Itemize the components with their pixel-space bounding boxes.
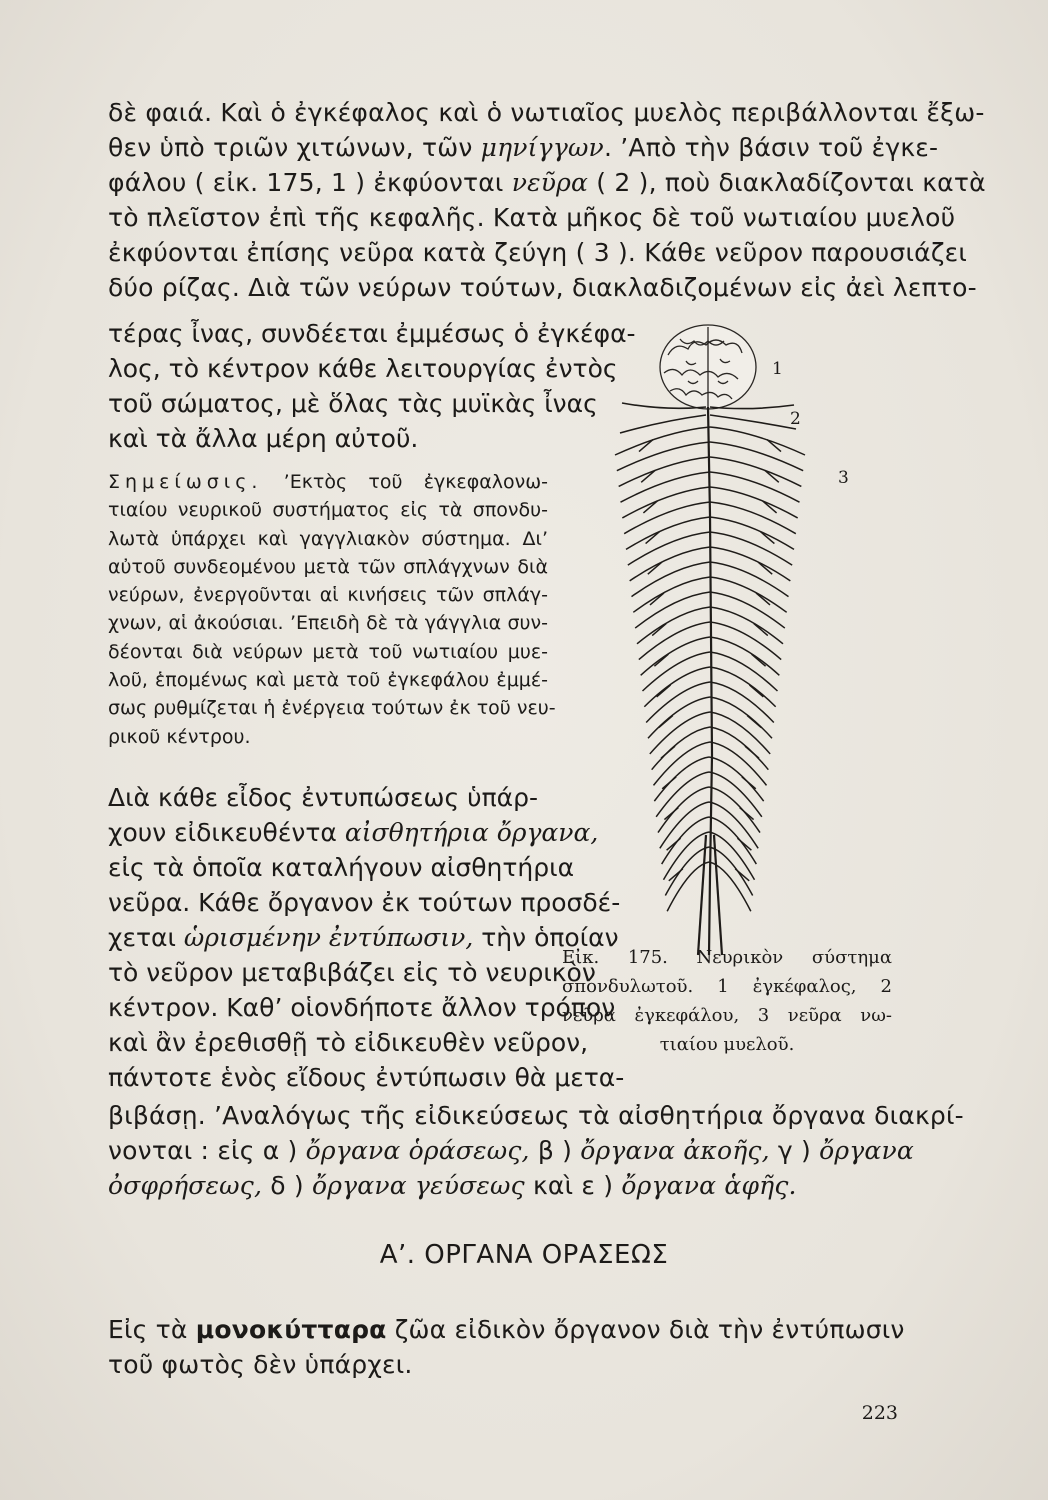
nerve-branch [661,746,675,758]
nerve-branch [662,777,676,789]
spinal-nerve-right-15 [710,652,778,691]
spinal-nerve-left-16 [644,667,710,707]
spinal-nerve-left-20 [652,727,710,770]
text-line: τὸ πλεῖστον ἐπὶ τῆς κεφαλῆς. Κατὰ μῆκος δὲ τοῦ νωτιαίου μυελοῦ [108,203,956,232]
text-line: βιβάσῃ. ’Αναλόγως τῆς εἰδικεύσεως τὰ αἰσθητήρια ὄργανα διακρί- [108,1101,964,1130]
nerve-branch [740,808,754,820]
spinal-nerve-left-27 [664,832,710,880]
text-line: Εἰς τὰ μονοκύτταρα ζῶα εἰδικὸν ὄργανον διὰ τὴν ἐντύπωσιν [108,1315,905,1344]
left-column-paragraph-1 [108,316,636,456]
spinal-nerve-left-23 [656,772,709,817]
text-line: τὸ νεῦρον μεταβιβάζει εἰς τὸ νευρικὸν [108,958,596,987]
nerve-branch [742,777,756,789]
text-line: δὲ φαιά. Καὶ ὁ ἐγκέφαλος καὶ ὁ νωτιαῖος μυελὸς περιβάλλονται ἔξω- [108,98,985,127]
term-monokyttara: μονοκύτταρα [195,1315,387,1344]
spinal-nerve-right-24 [709,787,760,833]
page-number: 223 [861,1402,898,1424]
nerve-branch [641,470,655,482]
spinal-nerve-left-18 [648,697,710,738]
spinal-nerve-right-0 [710,427,805,455]
section-heading: Α’. ΟΡΓΑΝΑ ΟΡΑΣΕΩΣ [379,1240,669,1270]
spinal-nerve-right-25 [709,802,758,848]
text-line: δέονται διὰ νεύρων μετὰ τοῦ νωτιαίου μυε- [108,640,548,663]
nerve-branch [639,440,653,452]
nerve-branch [765,470,779,482]
spinal-nerve-right-6 [710,517,794,549]
spinal-nerve-left-15 [643,652,711,691]
spinal-nerve-left-26 [662,817,709,864]
nervous-system-illustration [560,315,890,965]
spinal-nerve-right-16 [710,667,776,707]
text-line: τιαίου νευρικοῦ συστήματος εἰς τὰ σπονδυ- [108,499,548,522]
nerve-branch [657,685,671,697]
spinal-nerve-right-19 [710,712,770,754]
final-paragraph [108,1312,905,1382]
text-line: κέντρον. Καθ’ οἱονδήποτε ἄλλον τρόπον [108,993,616,1022]
spinal-nerve-right-22 [709,757,764,801]
spinal-cord [698,407,722,955]
text-line: πάντοτε ἑνὸς εἴδους ἐντύπωσιν θὰ μετα- [108,1063,625,1092]
text-line: χουν εἰδικευθέντα αἰσθητήρια ὄργανα, [108,818,599,847]
text-line: ὀσφρήσεως, δ ) ὄργανα γεύσεως καὶ ε ) ὄργανα ἁφῆς. [108,1171,797,1200]
text-line: εἰς τὰ ὁποῖα καταλήγουν αἰσθητήρια [108,853,575,882]
text-line: νονται : εἰς α ) ὄργανα ὁράσεως, β ) ὄργανα ἀκοῆς, γ ) ὄργανα [108,1136,914,1165]
text-line: φάλου ( εἰκ. 175, 1 ) ἐκφύονται νεῦρα ( 2 ), ποὺ διακλαδίζονται κατὰ [108,168,986,197]
caption-line: Εἰκ. 175. Νευρικὸν σύστημα [562,947,892,968]
nerve-branch [754,624,768,636]
spinal-nerve-left-24 [658,787,709,833]
term-meninges: μηνίγγων [480,133,604,162]
spinal-nerve-left-22 [654,757,709,801]
text-line: νεύρων, ἐνεργοῦνται αἱ κινήσεις τῶν σπλάγ- [108,584,548,607]
nervous-system-figure [560,315,890,965]
nerve-branch [749,685,763,697]
caption-line: τιαίου μυελοῦ. [659,1034,795,1055]
spinal-nerve-right-17 [710,682,774,722]
bottom-paragraph [108,1098,964,1203]
text-line: ἐκφύονται ἐπίσης νεῦρα κατὰ ζεύγη ( 3 ). Κάθε νεῦρον παρουσιάζει [108,238,967,267]
caption-line: νεῦρα ἐγκεφάλου, 3 νεῦρα νω- [562,1005,892,1026]
text-line: αὐτοῦ συνδεομένου μετὰ τῶν σπλάγχνων διὰ [108,555,548,578]
caption-line: σπονδυλωτοῦ. 1 ἐγκέφαλος, 2 [562,976,892,997]
nerve-branch [745,746,759,758]
spinal-nerve-right-18 [710,697,772,738]
figure-caption [562,943,892,1059]
nerve-branch [643,501,657,513]
text-line: καὶ τὰ ἄλλα μέρη αὐτοῦ. [108,424,419,453]
nerve-branch [737,838,751,850]
text-line: θεν ὑπὸ τριῶν χιτώνων, τῶν μηνίγγων. ’Απὸ τὴν βάσιν τοῦ ἐγκε- [108,133,939,162]
spinal-nerve-left-11 [635,592,710,628]
left-column-paragraph-2 [108,780,625,1095]
text-line: σως ρυθμίζεται ἡ ἐνέργεια τούτων ἐκ τοῦ νευ- [108,697,556,720]
spinal-nerve-left-25 [660,802,709,848]
nerve-branch [664,808,678,820]
text-line: καὶ ἂν ἐρεθισθῇ τὸ εἰδικευθὲν νεῦρον, [108,1028,589,1057]
note-paragraph [108,468,556,751]
nerve-branch [767,440,781,452]
text-line: Διὰ κάθε εἶδος ἐντυπώσεως ὑπάρ- [108,783,538,812]
text-line: τοῦ φωτὸς δὲν ὑπάρχει. [108,1350,413,1379]
spinal-nerve-left-1 [617,442,710,471]
spinal-nerve-right-12 [710,607,783,644]
spinal-nerve-right-21 [710,742,767,785]
text-line: νεῦρα. Κάθε ὄργανον ἐκ τούτων προσδέ- [108,888,621,917]
spinal-nerve-right-23 [709,772,762,817]
spinal-nerve-right-1 [710,442,803,471]
spinal-nerve-left-12 [637,607,710,644]
text-line: Σημείωσις. ’Εκτὸς τοῦ ἐγκεφαλονω- [108,471,548,493]
spinal-nerve-left-17 [646,682,710,722]
text-line: χνων, αἱ ἀκούσιαι. ’Επειδὴ δὲ τὰ γάγγλια συν- [108,612,548,635]
nerve-branch [752,654,766,666]
nerve-branch [652,624,666,636]
spinal-nerve-left-6 [626,517,710,549]
text-line: δύο ρίζας. Διὰ τῶν νεύρων τούτων, διακλαδιζομένων εἰς ἀεὶ λεπτο- [108,273,977,302]
spinal-nerve-left-21 [654,742,711,785]
text-line: χεται ὡρισμένην ἐντύπωσιν, τὴν ὁποίαν [108,923,619,952]
text-line: λοῦ, ἑπομένως καὶ μετὰ τοῦ ἐγκεφάλου ἐμμέ- [108,669,548,692]
note-lead: Σημείωσις. [108,471,263,493]
text-line: τέρας ἶνας, συνδέεται ἐμμέσως ὁ ἐγκέφα- [108,319,636,348]
figure-label-3: 3 [838,468,849,488]
intro-paragraph [108,95,986,305]
nerve-branch [747,716,761,728]
spinal-nerve-left-19 [650,712,710,754]
figure-label-1: 1 [772,359,783,379]
nerve-branch [659,716,673,728]
nerve-branch [654,654,668,666]
term-nevra: νεῦρα [511,168,589,197]
nerve-branch [667,838,681,850]
spinal-nerve-right-11 [710,592,785,628]
text-line: τοῦ σώματος, μὲ ὅλας τὰς μυϊκὰς ἶνας [108,389,598,418]
text-line: λος, τὸ κέντρον κάθε λειτουργίας ἐντὸς [108,354,618,383]
text-line: ρικοῦ κέντρου. [108,725,251,748]
spinal-nerve-right-20 [710,727,768,770]
nerve-branch [763,501,777,513]
figure-label-2: 2 [790,409,801,429]
text-line: λωτὰ ὑπάρχει καὶ γαγγλιακὸν σύστημα. Δι’ [108,527,548,550]
brain-drawing [660,325,756,409]
